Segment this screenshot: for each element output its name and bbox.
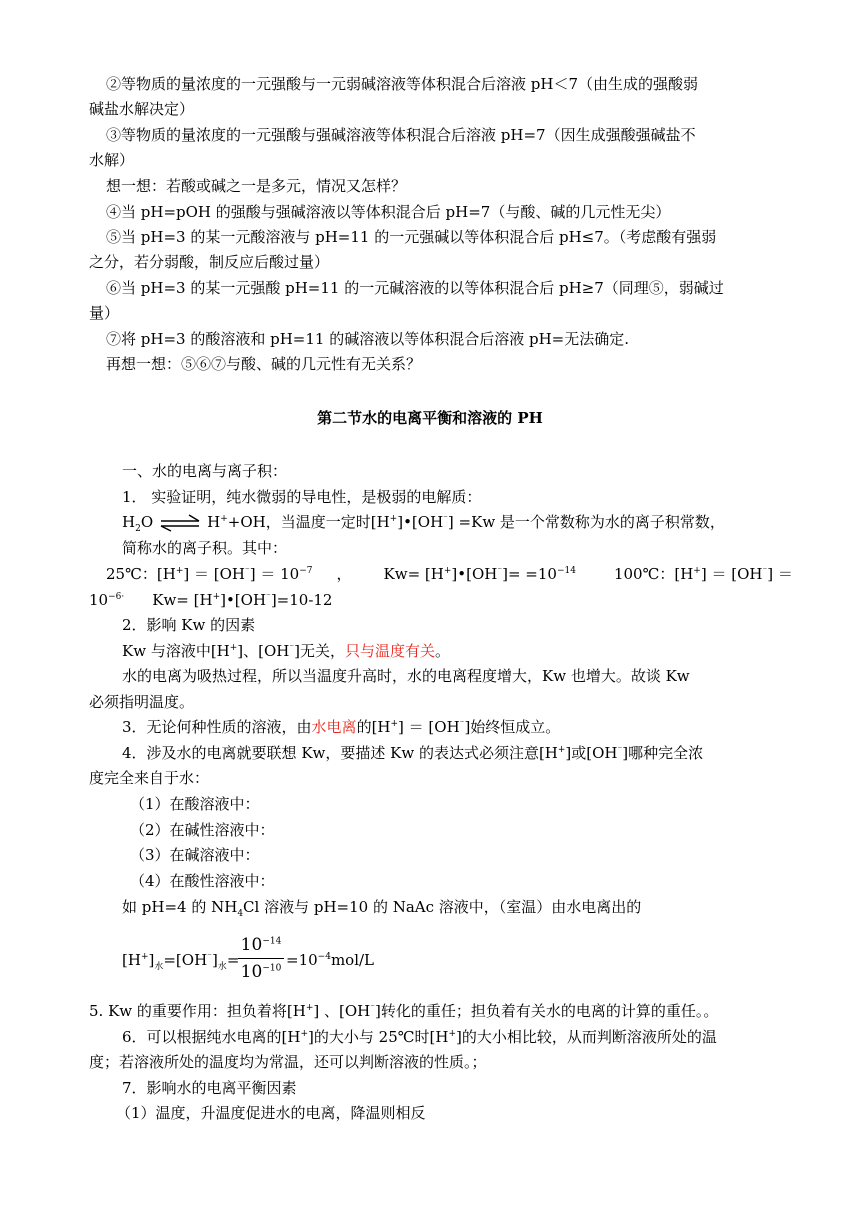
highlight-text: 水电离: [311, 718, 357, 736]
paragraph: 水的电离为吸热过程，所以当温度升高时，水的电离程度增大，Kw 也增大。故谈 Kw: [122, 667, 690, 685]
paragraph: 5. Kw 的重要作用：担负着将[H+] 、[OH⁻]转化的重任；担负着有关水的电离的计算的重任。。: [89, 1002, 719, 1020]
paragraph: 1． 实验证明，纯水微弱的导电性，是极弱的电解质：: [122, 488, 482, 506]
text-line: ⑥当 pH=3 的某一元强酸 pH=11 的一元碱溶液的以等体积混合后 pH≥7（同理⑤，弱碱过: [106, 279, 724, 297]
text-line: ④当 pH=pOH 的强酸与强碱溶液以等体积混合后 pH=7（与酸、碱的几元性无尖）: [106, 203, 671, 221]
text-line: 再想一想：⑤⑥⑦与酸、碱的几元性有无关系？: [106, 355, 422, 373]
equilibrium-arrow-icon: [159, 514, 201, 532]
paragraph: Kw 与溶液中[H+]、[OH⁻]无关，只与温度有关。: [122, 642, 451, 660]
fraction-equation-right: $=10^{-4}mol/L$: [286, 951, 375, 969]
paragraph: 如 pH=4 的 $NH_4Cl$ 溶液与 pH=10 的 NaAc 溶液中，（室温）由水电离出的: [122, 898, 642, 919]
paragraph: 必须指明温度。: [89, 693, 195, 711]
paragraph: 度完全来自于水：: [89, 769, 210, 787]
fraction-denominator: $10^{-10}$: [240, 962, 282, 982]
list-item: （1）温度，升温度促进水的电离，降温则相反: [116, 1104, 426, 1122]
text-line: 之分，若分弱酸，制反应后酸过量）: [89, 253, 330, 271]
paragraph: 简称水的离子积。其中：: [122, 539, 288, 557]
fraction-equation-left: $[H^+]_水=[OH^{^-}]_水=$: [122, 951, 240, 972]
paragraph: 度；若溶液所处的温度均为常温，还可以判断溶液的性质。；: [89, 1053, 487, 1071]
list-item: （1）在酸溶液中：: [130, 795, 260, 813]
text-line: 水解）: [89, 151, 135, 169]
text-line: 量）: [89, 304, 120, 322]
highlight-text: 只与温度有关: [345, 642, 436, 660]
section-title: 第二节水的电离平衡和溶液的 PH: [317, 409, 543, 427]
fraction-bar: [238, 958, 284, 959]
text-line: ⑤当 pH=3 的某一元酸溶液与 pH=11 的一元强碱以等体积混合后 pH≤7。（考虑酸有强弱: [106, 228, 717, 246]
kw-100c-line: $10^{-6\cdot}$ Kw= [H+]•[OH⁻]=10-12: [89, 591, 333, 609]
section-heading: 一、水的电离与离子积：: [122, 462, 288, 480]
paragraph: 4．涉及水的电离就要联想 Kw，要描述 Kw 的表达式必须注意[H+]或[OH⁻]哪种完全浓: [122, 744, 704, 762]
fraction: [238, 934, 284, 983]
text-line: 想一想：若酸或碱之一是多元，情况又怎样？: [106, 177, 407, 195]
text-line: ⑦将 pH=3 的酸溶液和 pH=11 的碱溶液以等体积混合后溶液 pH=无法确定.: [106, 330, 629, 348]
list-item: （2）在碱性溶液中：: [130, 821, 275, 839]
equation-line: $H_2O$ H++OH，当温度一定时[H+]•[OH⁻] =Kw 是一个常数称为水的离子积常数，: [122, 513, 725, 534]
paragraph: 2．影响 Kw 的因素: [122, 616, 256, 634]
fraction-numerator: $10^{-14}$: [240, 935, 282, 955]
list-item: （3）在碱溶液中：: [130, 846, 260, 864]
text-line: ②等物质的量浓度的一元强酸与一元弱碱溶液等体积混合后溶液 pH＜7（由生成的强酸弱: [106, 75, 698, 93]
paragraph: 3．无论何种性质的溶液，由水电离的[H+] ＝ [OH⁻]始终恒成立。: [122, 718, 561, 736]
kw-25c-line: 25℃：$[H^+] = [OH^{^-}] = 10^{-7}$ ， Kw= [H+]•[OH⁻]= $=10^{-14}$ 100℃：[H+] ＝ [OH⁻] ＝: [106, 565, 793, 583]
paragraph: 6．可以根据纯水电离的[H+]的大小与 25℃时[H+]的大小相比较，从而判断溶液所处的温: [122, 1028, 717, 1046]
text-line: ③等物质的量浓度的一元强酸与强碱溶液等体积混合后溶液 pH=7（因生成强酸强碱盐不: [106, 126, 696, 144]
paragraph: 7．影响水的电离平衡因素: [122, 1079, 297, 1097]
text-line: 碱盐水解决定）: [89, 100, 195, 118]
list-item: （4）在酸性溶液中：: [130, 872, 275, 890]
